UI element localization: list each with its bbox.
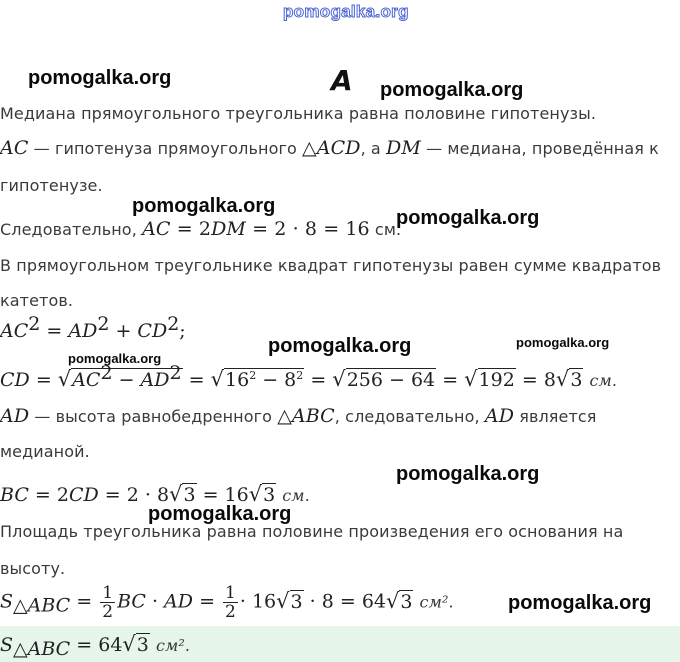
section-letter: А [331, 64, 353, 97]
text-line [0, 137, 659, 159]
math-equation: CD = $√AC^2 - AD^2 = √16^2 - 8^2 = √256 - 64 = √192 = 8√3$ см. [0, 362, 618, 391]
text-fragment: — высота равнобедренного [34, 407, 273, 426]
text-fragment: , следовательно, [334, 407, 480, 426]
watermark: pomogalka.org [396, 207, 540, 229]
text-fragment: — гипотенуза прямоугольного [33, 139, 297, 158]
text-line: медианой. [0, 442, 90, 461]
math-expression: △ABC [277, 405, 335, 427]
unit-label: см². [419, 592, 454, 612]
unit-label: см². [155, 636, 191, 655]
math-expression: AC = 2DM = 2 · 8 = 16 [142, 218, 370, 240]
text-line [0, 218, 401, 240]
text-line: высоту. [0, 559, 66, 578]
watermark: pomogalka.org [28, 67, 172, 89]
math-expression: AD [0, 405, 30, 427]
watermark: pomogalka.org [132, 195, 276, 217]
text-line: Медиана прямоугольного треугольника равна половине гипотенузы. [0, 104, 597, 123]
text-line: В прямоугольном треугольнике квадрат гипотенузы равен сумме квадратов [0, 256, 662, 275]
text-line: Площадь треугольника равна половине произведения его основания на [0, 522, 624, 541]
text-line: гипотенузе. [0, 176, 103, 195]
math-equation: BC = 2CD = 2 · 8√3 = 16√3 см. [0, 482, 310, 506]
math-expression: AC [0, 137, 29, 159]
math-expression: △ACD [302, 137, 361, 159]
watermark: pomogalka.org [516, 335, 610, 350]
text-fragment: является [519, 407, 597, 426]
unit-label: см. [374, 220, 402, 239]
watermark: pomogalka.org [68, 351, 162, 366]
math-equation: $S_{\triangle ABC}$ = $\frac{1}{2}$ BC · AD = $\frac{1}{2}$ · 16√3 · 8 = 64√3 см². [0, 583, 454, 622]
math-expression: DM [386, 137, 421, 159]
text-fragment: Следовательно, [0, 220, 137, 239]
answer-equation: $S_{\triangle ABC} = 64√3$ см². [0, 632, 191, 660]
text-line [0, 405, 597, 427]
math-expression: AD [484, 405, 515, 427]
header-watermark[interactable]: pomogalka.org [283, 2, 409, 21]
math-equation: $AC^2 = AD^2 + CD^2$; [0, 313, 186, 342]
watermark: pomogalka.org [148, 503, 292, 525]
unit-label: см. [282, 486, 310, 505]
watermark: pomogalka.org [268, 335, 412, 357]
text-line: катетов. [0, 291, 74, 310]
unit-label: см. [589, 371, 618, 390]
watermark: pomogalka.org [396, 463, 540, 485]
watermark: pomogalka.org [508, 592, 652, 614]
text-fragment: , а [360, 139, 381, 158]
watermark: pomogalka.org [380, 79, 524, 101]
text-fragment: — медиана, проведённая к [426, 139, 659, 158]
